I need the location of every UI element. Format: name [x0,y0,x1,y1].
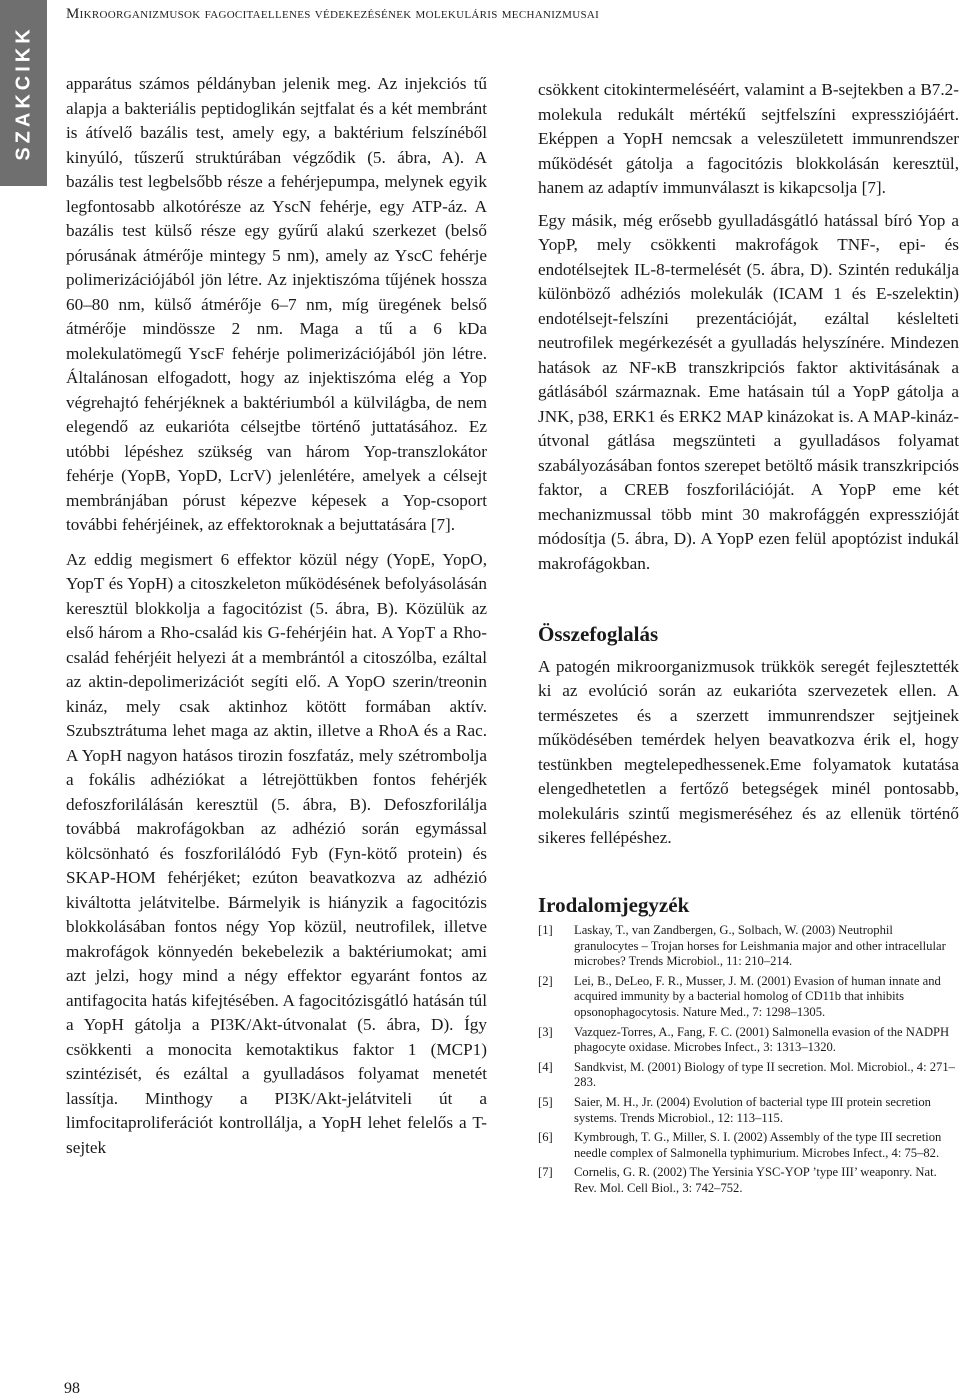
right-paragraph-2: Egy másik, még erősebb gyulladásgátló hatással bíró Yop a YopP, mely csökkenti makrofágok TNF-, epi- és endotélsejtek IL-8-termelését (5. ábra, D). Szintén redukálja különböző adhéziós molekulák (ICAM 1 és E-szelektin) endotélsejt-felszíni prezentációját, ezáltal késlelteti neutrofilek megérkezését a gyulladás helyszínére. Mindezen hatások az NF-κB transzkripciós faktor aktivitásának a gátlásából származnak. Eme hatásain túl a YopP gátolja a JNK, p38, ERK1 és ERK2 MAP kinázokat is. A MAP-kináz-útvonal gátlása megszünteti a gyulladásos folyamat szabályozásában fontos szerepet betöltő másik transzkripciós faktor, a CREB foszforilációját. A YopP eme két mechanizmussal több mint 30 makrofággén expresszióját módosítja (5. ábra, D). A YopP ezen felül apoptózist indukál makrofágokban. [538,210,959,573]
reference-item [538,1165,959,1196]
reference-text: Laskay, T., van Zandbergen, G., Solbach, W. (2003) Neutrophil granulocytes – Trojan horses for Leishmania major and other intracellular microbes? Trends Microbiol., 11: 210–214. [574,923,946,969]
running-head: Mikroorganizmusok fagocitaellenes védekezésének molekuláris mechanizmusai [66,6,600,22]
right-column [538,78,959,1201]
reference-number: [5] [538,1094,553,1109]
reference-text: Lei, B., DeLeo, F. R., Musser, J. M. (2001) Evasion of human innate and acquired immunity by a bacterial homolog of CD11b that inhibits opsonophagocytosis. Nature Med., 7: 1298–1305. [574,973,941,1019]
summary-paragraph: A patogén mikroorganizmusok trükkök seregét fejlesztették ki az evolúció során az eukarióta szervezetek ellen. A természetes és a szerzett immunrendszer sejtjeinek működésében temérdek helyen beavatkozva érik el, hogy testünkben megtelepedhessenek.Eme folyamatok kutatása elengedhetetlen a fertőző betegségek minél pontosabb, molekuláris szintű megismeréséhez és az ellenük történő sikeres fellépéshez. [538,656,959,847]
right-paragraph-1: csökkent citokintermeléséért, valamint a B-sejtekben a B7.2-molekula redukált mértékű sejtfelszíni expressziójáért. Eképpen a YopH nemcsak a veleszületett immunrendszer működését gátolja a fagocitózis blokkolásán keresztül, hanem az adaptív immunválaszt is kikapcsolja [7]. [538,80,959,197]
reference-item [538,1130,959,1161]
reference-item [538,1095,959,1126]
reference-item [538,974,959,1021]
reference-text: Cornelis, G. R. (2002) The Yersinia YSC-YOP ’type III’ weaponry. Nat. Rev. Mol. Cell Biol., 3: 742–752. [574,1165,937,1195]
reference-item [538,1060,959,1091]
reference-number: [1] [538,923,553,937]
reference-text: Kymbrough, T. G., Miller, S. I. (2002) Assembly of the type III secretion needle complex of Salmonella typhimurium. Microbes Infect., 4: 75–82. [574,1130,942,1160]
section-tab-label: SZAKCIKK [12,25,34,161]
reference-text: Sandkvist, M. (2001) Biology of type II secretion. Mol. Microbiol., 4: 271–283. [574,1059,955,1090]
left-paragraph-1: apparátus számos példányban jelenik meg. Az injekciós tű alapja a bakteriális peptidoglikán sejtfalat és a két membránt is átívelő bazális test, amely egy, a baktérium felszínéből kinyúló, tűszerű struktúrában végződik (5. ábra, A). A bazális test legbelsőbb része a fehérjepumpa, melynek egyik legfontosabb alkotórésze az YscN fehérje, egy ATP-áz. A bazális test külső része egy gyűrű alakú szerkezet (belső pórusának átmérője mintegy 5 nm), amely az YscC fehérje polimerizációjából jön létre. Az injektiszóma tűjének hossza 60–80 nm, külső átmérője 6–7 nm, míg üregének belső átmérője mindössze 2 nm. Maga a tű a 6 kDa molekulatömegű YscF fehérje polimerizációjából jön létre. Általánosan elfogadott, hogy az injektiszóma elég a Yop végrehajtó fehérjéknek a baktériumból a külvilágba, de nem elegendő az eukarióta célsejtbe történő juttatásához. Ez utóbbi lépéshez szükség van három Yop-transzlokátor fehérje (YopB, YopD, LcrV) jelenlétére, amelyek a célsejt membránjában pórust képezve képesek a Yop-csoport további fehérjéinek, az effektoroknak a bejuttatására [7]. [66,74,487,534]
section-tab [0,0,47,186]
reference-number: [6] [538,1130,553,1145]
reference-item [538,1025,959,1056]
references-heading: Irodalomjegyzék [538,892,690,917]
reference-number: [2] [538,973,553,988]
summary-heading: Összefoglalás [538,622,659,646]
reference-number: [4] [538,1059,553,1074]
left-column [66,72,487,1168]
reference-item [538,923,959,970]
page-number: 98 [64,1380,80,1397]
reference-number: [7] [538,1165,553,1180]
reference-number: [3] [538,1024,553,1039]
left-paragraph-2: Az eddig megismert 6 effektor közül négy (YopE, YopO, YopT és YopH) a citoszkeleton működésének befolyásolásán keresztül blokkolja a fagocitózist (5. ábra, B). Közülük az első három a Rho-család kis G-fehérjéin hat. A YopT a Rho-család fehérjéit helyezi át a membrántól a citoszólba, ezáltal az aktin-depolimerizációt segíti elő. A YopO szerin/treonin kináz, mely csak aktinhoz kötött formában aktív. Szubsztrátuma lehet maga az aktin, illetve a RhoA és a Rac. A YopH nagyon hatásos tirozin foszfatáz, mely szétrombolja a fokális adhéziókat a létrejöttükben fontos fehérjék defoszforilálásán keresztül (5. ábra, B). Defoszforilálja továbbá makrofágokban az adhézió során egymással kölcsönható és foszforilálódó Fyb (Fyn-kötő protein) és SKAP-HOM fehérjéket; ezúton beavatkozva az adhézió kiváltotta jelátvitelbe. Bármelyik is hiányzik a fagocitózis blokkolásában fontos négy Yop közül, neutrofilek, illetve makrofágok könnyedén bekebelezik a baktériumokat; ami azt jelzi, hogy mind a négy effektor egyaránt fontos az antifagocita hatás kifejtésében. A fagocitózisgátló hatásán túl a YopH gátolja a PI3K/Akt-útvonalat (5. ábra, D). Így csökkenti a monocita kemotaktikus faktor 1 (MCP1) szintézisét, és ezáltal a gyulladásos folyamat menetét lassítja. Minthogy a PI3K/Akt-jelátviteli út a limfocitaproliferációt kontrollálja, a YopH lehet felelős a T-sejtek [66,549,487,1157]
reference-list [538,923,959,1197]
reference-text: Saier, M. H., Jr. (2004) Evolution of bacterial type III protein secretion systems. Trends Microbiol., 12: 113–115. [574,1094,931,1125]
reference-text: Vazquez-Torres, A., Fang, F. C. (2001) Salmonella evasion of the NADPH phagocyte oxidase. Microbes Infect., 3: 1313–1320. [574,1024,950,1055]
